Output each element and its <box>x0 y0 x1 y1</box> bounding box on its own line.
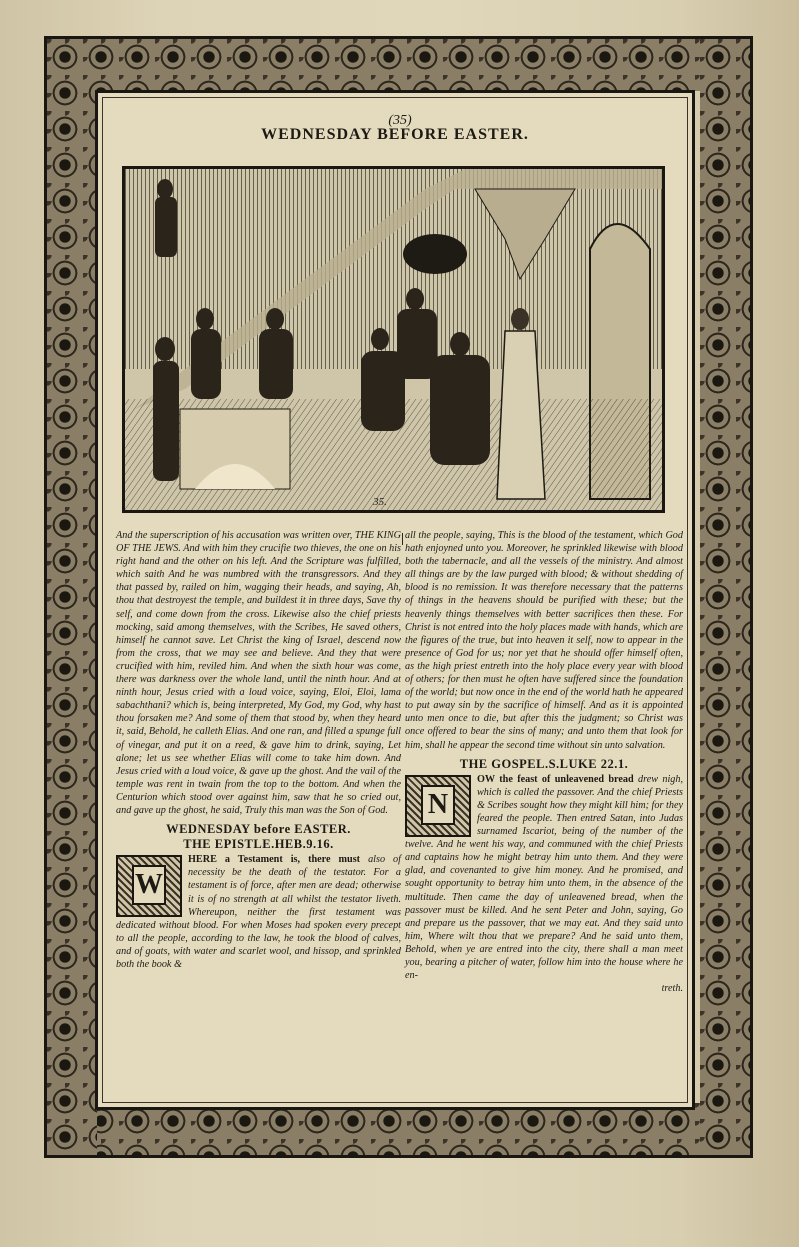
oval-window <box>403 234 467 274</box>
gospel-text <box>405 773 683 983</box>
dropcap-letter: W <box>132 865 166 905</box>
gospel-continuation: And the superscription of his accusation was written over, THE KING OF THE JEWS. And with him they crucifie two thieves, the one on his right hand and the other on his left. And the Scripture was fulfilled, which saith And he was numbred with the transgressors. And they that passed by, railed on him, wagging their heads, and saying, Ah, thou that destroyest the temple, and buildest it in three days, Save thy self, and come down from the cross. Likewise also the chief priests mocking, said among themselves, with the Scribes, He saved others, himself he cannot save. Let Christ the king of Israel, descend now from the cross, that we may see and believe. And they that were crucified with him, reviled him. And when the sixth hour was come, there was darkness over the whole land, until the ninth hour. And at ninth hour, Jesus cried with a loud voice, saying, Eloi, Eloi, lama sabachthani? which is, being interpreted, My God, my God, why hast thou forsaken me? And some of them that stood by, when they heard it, said, Behold, he calleth Elias. And one ran, and filled a spunge full of vinegar, and put it on a reed, & gave him to drink, saying, Let alone; let us see whether Elias will come to take him down. And Jesus cried with a loud voice, & gave up the ghost. And the vail of the temple was rent in twain from the top to the bottom. And when the Centurion which stood over against him, saw that he so cried out, and gave up the ghost, he said, Truly this man was the Son of God. <box>116 530 401 816</box>
epistle-body: also of necessity be the death of the testator. For a testament is of force, after men are dead; otherwise it is of no strength at all whilst the testator liveth. Whereupon, neither the first testament was dedicated without blood. For when Moses had spoken every precept to all the people, according to the law, he took the blood of calves, and of goats, with water and scarlet wool, and hissop, and sprinkled both the book & <box>116 854 401 970</box>
epistle-heading: THE EPISTLE.HEB.9.16. <box>183 837 334 852</box>
epistle-continuation: all the people, saying, This is the blood of the testament, which God hath enjoyned unto you. Moreover, he sprinkled likewise with blood both the tabernacle, and all the vessels of the ministry. And almost all things are by the law purged with blood; & without shedding of blood is no remission. It was therefore necessary that the patterns of things in the heavens should be purified with these; but the heavenly things themselves with better sacrifices then these. For Christ is not entred into the holy places made with hands, which are the figures of the true, but into heaven it self, now to appear in the presence of God for us; nor yet that he should offer himself often, as the high priest entreth into the holy place every year with blood of others; for then must he often have suffered since the foundation of the world; but now once in the end of the world hath he appeared to put away sin by the sacrifice of himself. And as it is appointed unto men once to die, but after this the judgment; so Christ was once offered to bear the sins of many; and unto them that look for him, shall he appear the second time without sin unto salvation. <box>405 530 683 751</box>
gospel-body: drew nigh, which is called the passover. And the chief Priests & Scribes sought how they might kill him; for they feared the people. Then entred Satan, into Judas surnamed Iscariot, being of the number of the twelve. And he went his way, and communed with the chief Priests and captains how he might betray him unto them. And they were glad, and covenanted to give him money. And he promised, and sought opportunity to betray him unto them, in the absence of the multitude. Then came the day of unleavened bread, when the passover must be killed. And he sent Peter and John, saying, Go and prepare us the passover, that we may eat. And they said unto him, Where wilt thou that we prepare? And he said unto them, Behold, when ye are entred into the city, there shall a man meet you, bearing a pitcher of water, follow him into the house where he en- <box>405 773 684 982</box>
gospel-heading: THE GOSPEL.S.LUKE 22.1. <box>459 756 629 771</box>
epistle-lead: HERE a Testament is, there must <box>188 854 361 866</box>
left-column <box>116 529 401 971</box>
right-column <box>405 529 683 995</box>
gospel-lead: OW the feast of unleavened bread <box>477 773 634 785</box>
epistle-day-heading: WEDNESDAY before EASTER. <box>166 822 351 837</box>
engraving-scene <box>125 169 662 510</box>
dropcap-letter: N <box>421 785 455 825</box>
dropcap-w <box>116 855 182 917</box>
epistle-text <box>116 853 401 971</box>
engraving-illustration <box>122 166 665 513</box>
column-mark <box>402 533 403 545</box>
plate-number: 35. <box>373 496 387 508</box>
dropcap-n <box>405 775 471 837</box>
catchword: treth. <box>661 983 683 995</box>
page-title: WEDNESDAY BEFORE EASTER. <box>261 126 529 143</box>
page-number: (35) <box>388 113 412 128</box>
